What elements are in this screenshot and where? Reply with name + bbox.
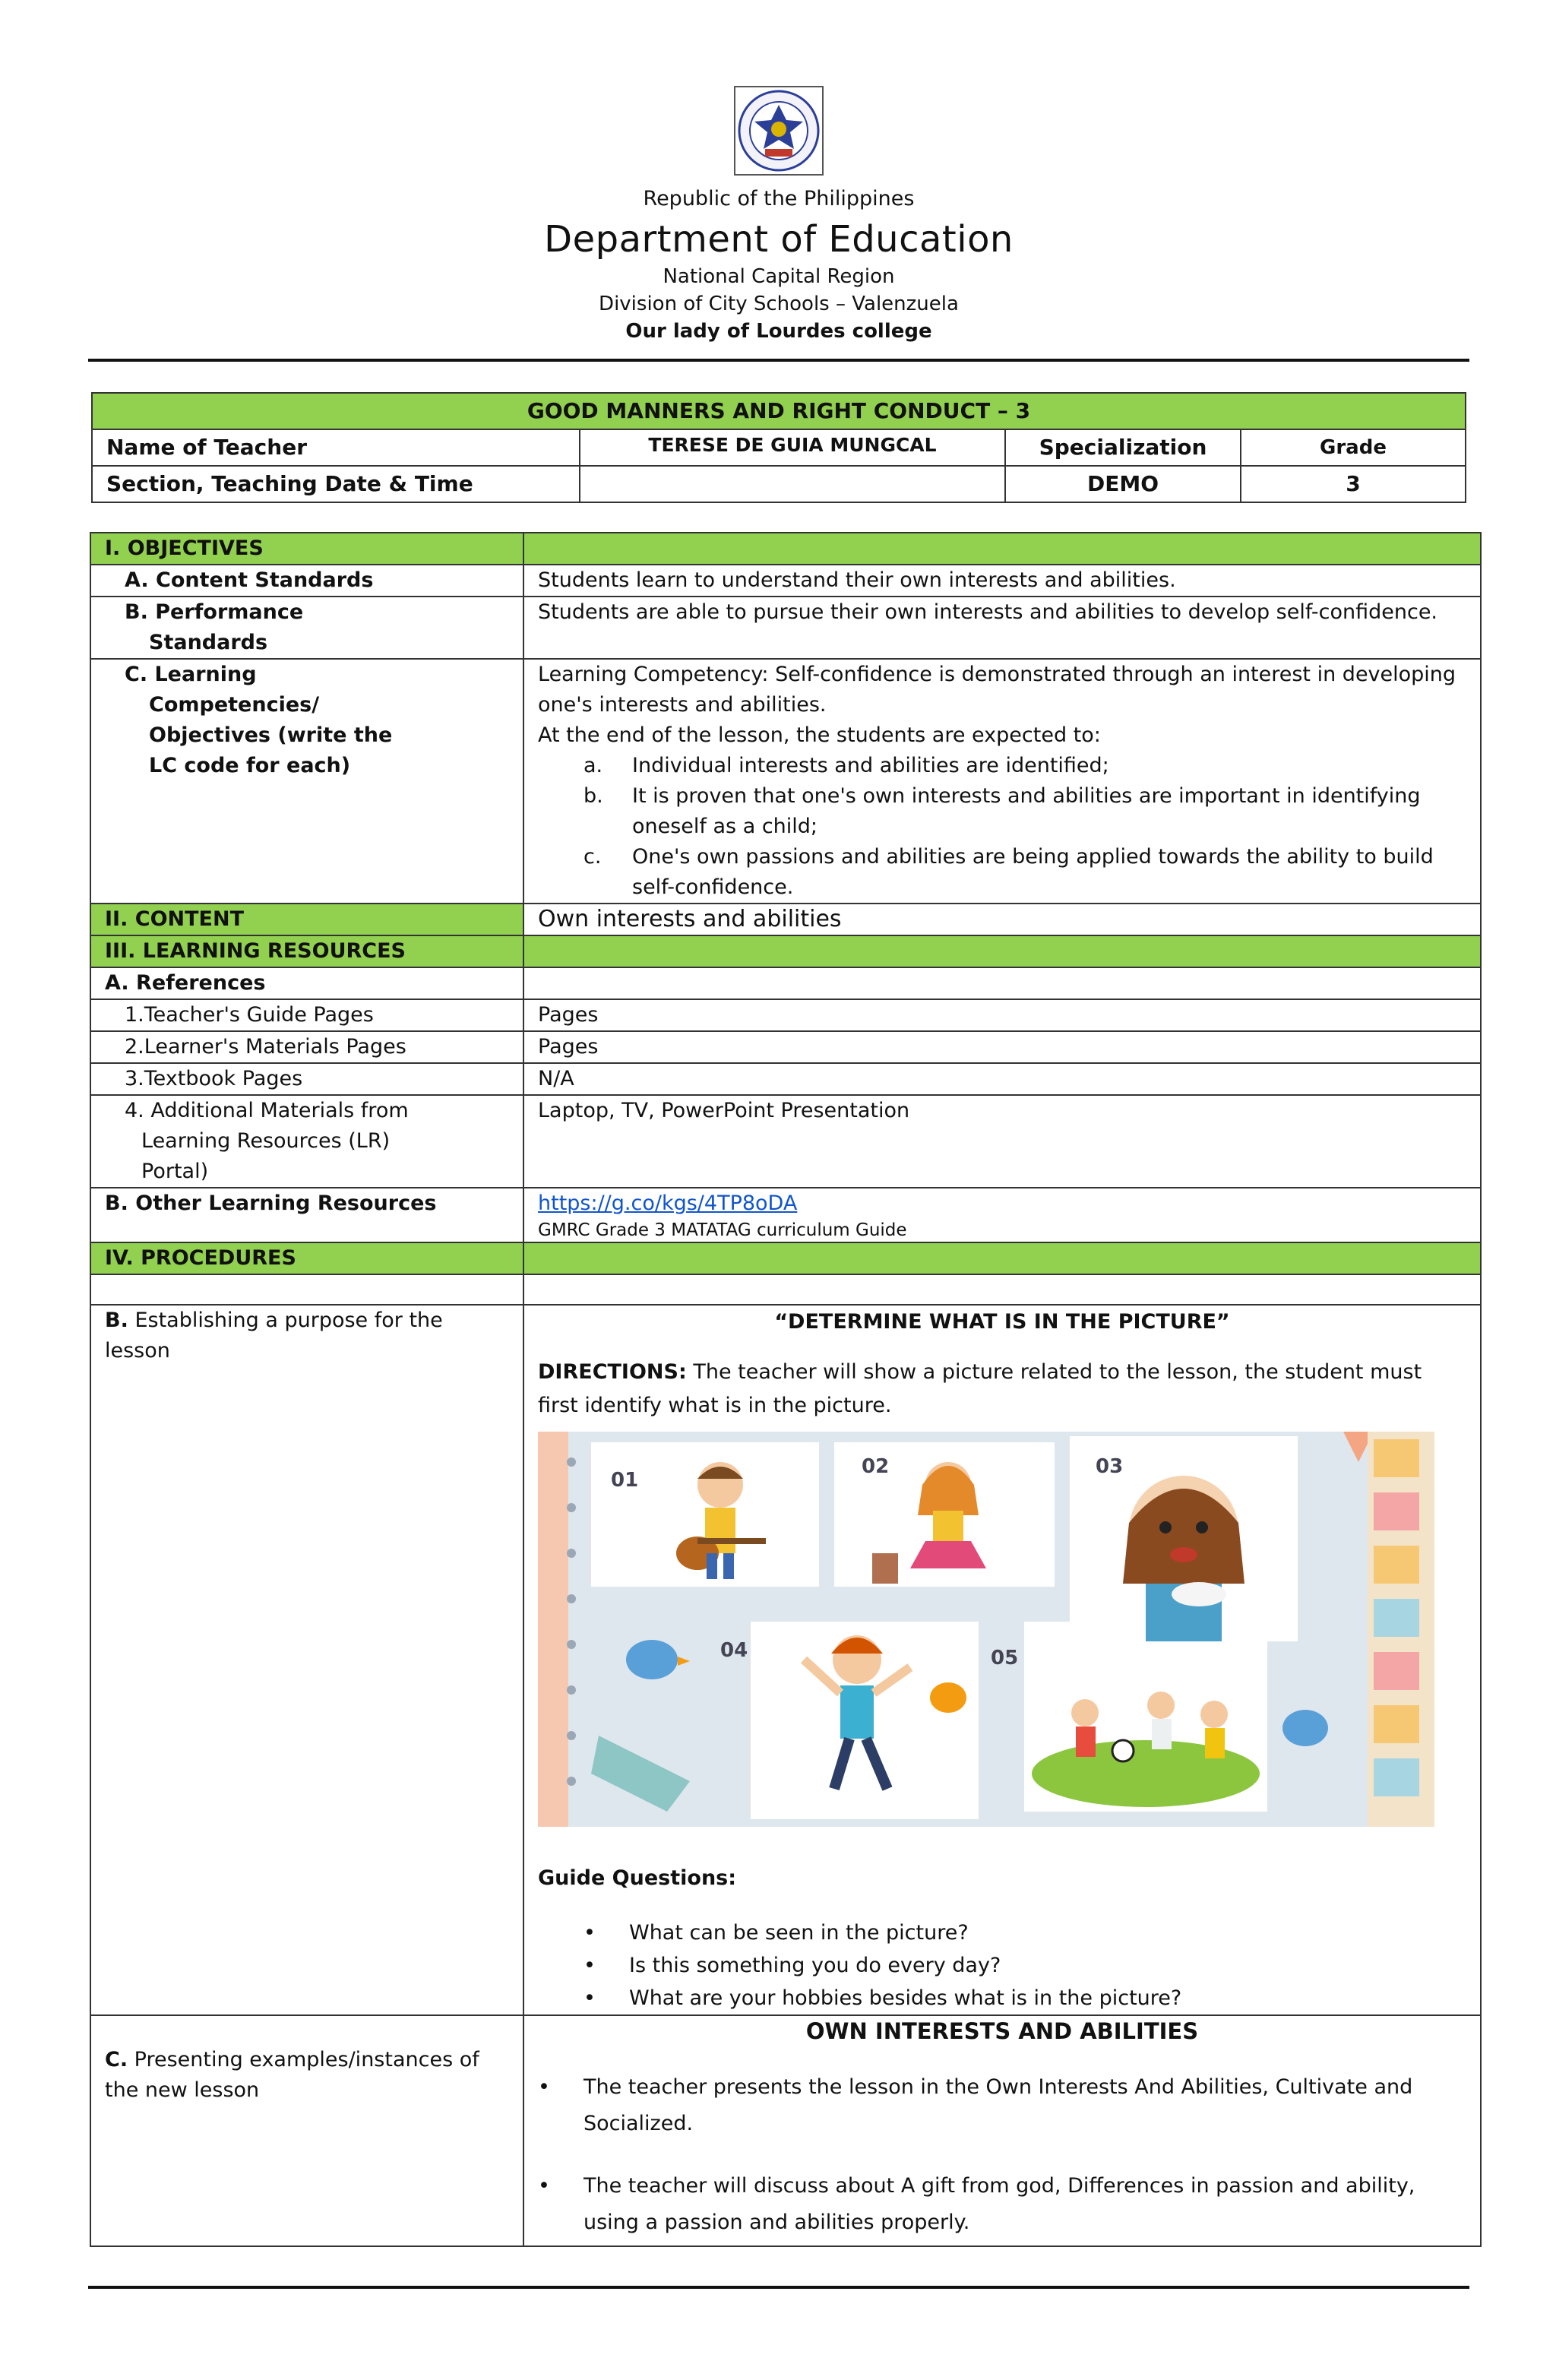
grade-label: Grade bbox=[1241, 429, 1466, 466]
content-heading: II. CONTENT bbox=[90, 904, 523, 935]
establishing-purpose-content bbox=[523, 1305, 1481, 2015]
objectives-heading: I. OBJECTIVES bbox=[90, 533, 523, 565]
learning-label-line2: Competencies/ bbox=[149, 693, 320, 717]
teachers-guide-value: Pages bbox=[523, 999, 1481, 1031]
activity-picture bbox=[538, 1432, 1434, 1827]
picture-number-03: 03 bbox=[1096, 1455, 1124, 1478]
footer-rule bbox=[88, 2286, 1469, 2289]
performance-standards-label bbox=[90, 597, 523, 659]
list-item: a. Individual interests and abilities are identified; bbox=[584, 754, 1109, 777]
list-item: • The teacher presents the lesson in the Own Interests And Abilities, Cultivate and Socialized. bbox=[538, 2075, 1413, 2135]
picture-number-05: 05 bbox=[991, 1647, 1019, 1669]
procedures-blank-right bbox=[523, 1274, 1481, 1305]
section-label: Section, Teaching Date & Time bbox=[92, 466, 580, 502]
additional-label-line3: Portal) bbox=[141, 1160, 209, 1183]
presenting-examples-content bbox=[523, 2015, 1481, 2246]
procedures-heading: IV. PROCEDURES bbox=[90, 1242, 523, 1274]
division-line: Division of City Schools – Valenzuela bbox=[599, 293, 959, 315]
additional-label-line2: Learning Resources (LR) bbox=[141, 1129, 391, 1153]
competency-text: Learning Competency: Self-confidence is demonstrated through an interest in developing one's interests and abilities. bbox=[538, 663, 1456, 717]
republic-line: Republic of the Philippines bbox=[643, 187, 915, 210]
other-resources-value bbox=[523, 1188, 1481, 1242]
objectives-list bbox=[538, 751, 1466, 903]
textbook-value: N/A bbox=[523, 1063, 1481, 1095]
lesson-points-list bbox=[538, 2069, 1466, 2241]
picture-number-04: 04 bbox=[720, 1639, 748, 1662]
expected-text: At the end of the lesson, the students are expected to: bbox=[538, 723, 1101, 747]
learning-competencies-value bbox=[523, 659, 1481, 904]
specialization-label: Specialization bbox=[1005, 429, 1241, 466]
list-item: c. One's own passions and abilities are being applied towards the ability to build self-confidence. bbox=[584, 845, 1434, 899]
teacher-label: Name of Teacher bbox=[92, 429, 580, 466]
section-value bbox=[580, 466, 1005, 502]
additional-materials-label bbox=[90, 1095, 523, 1188]
list-item: • The teacher will discuss about A gift from god, Differences in passion and ability, using a passion and abilities properly. bbox=[538, 2174, 1415, 2234]
department-title: Department of Education bbox=[544, 218, 1014, 261]
list-item: • Is this something you do every day? bbox=[584, 1954, 1001, 1977]
textbook-label: 3.Textbook Pages bbox=[90, 1063, 523, 1095]
list-item: b. It is proven that one's own interests and abilities are important in identifying oneself as a child; bbox=[584, 784, 1421, 838]
guide-questions-list bbox=[538, 1916, 1466, 2014]
learning-competencies-label bbox=[90, 659, 523, 904]
references-blank bbox=[523, 967, 1481, 999]
directions-text: DIRECTIONS: The teacher will show a picture related to the lesson, the student must first identify what is in the picture. bbox=[538, 1360, 1422, 1417]
header-rule bbox=[88, 359, 1469, 362]
picture-number-02: 02 bbox=[862, 1455, 890, 1478]
teacher-info-table bbox=[91, 392, 1466, 503]
learners-materials-label: 2.Learner's Materials Pages bbox=[90, 1031, 523, 1063]
school-name: Our lady of Lourdes college bbox=[625, 320, 932, 343]
teachers-guide-label: 1.Teacher's Guide Pages bbox=[90, 999, 523, 1031]
deped-seal-icon bbox=[733, 85, 824, 176]
performance-standards-value: Students are able to pursue their own interests and abilities to develop self-confidence. bbox=[523, 597, 1481, 659]
content-value: Own interests and abilities bbox=[523, 904, 1481, 935]
list-item: • What are your hobbies besides what is in the picture? bbox=[584, 1986, 1182, 2010]
procedures-heading-blank bbox=[523, 1242, 1481, 1274]
performance-label-line2: Standards bbox=[149, 631, 268, 654]
activity-title: “DETERMINE WHAT IS IN THE PICTURE” bbox=[774, 1310, 1230, 1334]
lesson-plan-table bbox=[90, 532, 1482, 2247]
resources-heading: III. LEARNING RESOURCES bbox=[90, 935, 523, 967]
learning-label-line3: Objectives (write the bbox=[149, 723, 393, 747]
teacher-value: TERESE DE GUIA MUNGCAL bbox=[580, 429, 1005, 466]
document-header bbox=[88, 85, 1469, 343]
performance-label-line1: B. Performance bbox=[125, 600, 304, 624]
lesson-title: OWN INTERESTS AND ABILITIES bbox=[805, 2018, 1199, 2044]
content-standards-label: A. Content Standards bbox=[90, 565, 523, 597]
additional-label-line1: 4. Additional Materials from bbox=[125, 1099, 409, 1122]
subject-title: GOOD MANNERS AND RIGHT CONDUCT – 3 bbox=[92, 393, 1466, 429]
establishing-purpose-label: B. Establishing a purpose for the lesson bbox=[90, 1305, 523, 2015]
guide-questions-label: Guide Questions: bbox=[538, 1866, 737, 1890]
grade-value: 3 bbox=[1241, 466, 1466, 502]
content-standards-value: Students learn to understand their own interests and abilities. bbox=[523, 565, 1481, 597]
list-item: • What can be seen in the picture? bbox=[584, 1921, 969, 1945]
objectives-heading-blank bbox=[523, 533, 1481, 565]
specialization-value: DEMO bbox=[1005, 466, 1241, 502]
additional-materials-value: Laptop, TV, PowerPoint Presentation bbox=[523, 1095, 1481, 1188]
region-line: National Capital Region bbox=[663, 265, 895, 288]
other-resources-label: B. Other Learning Resources bbox=[90, 1188, 523, 1242]
resource-link[interactable]: https://g.co/kgs/4TP8oDA bbox=[538, 1192, 798, 1215]
learners-materials-value: Pages bbox=[523, 1031, 1481, 1063]
learning-label-line1: C. Learning bbox=[125, 663, 257, 686]
resources-heading-blank bbox=[523, 935, 1481, 967]
curriculum-guide-note: GMRC Grade 3 MATATAG curriculum Guide bbox=[538, 1220, 907, 1240]
references-label: A. References bbox=[90, 967, 523, 999]
presenting-examples-label: C. Presenting examples/instances of the new lesson bbox=[90, 2015, 523, 2246]
procedures-blank-left bbox=[90, 1274, 523, 1305]
picture-number-01: 01 bbox=[611, 1469, 639, 1492]
learning-label-line4: LC code for each) bbox=[149, 754, 351, 777]
